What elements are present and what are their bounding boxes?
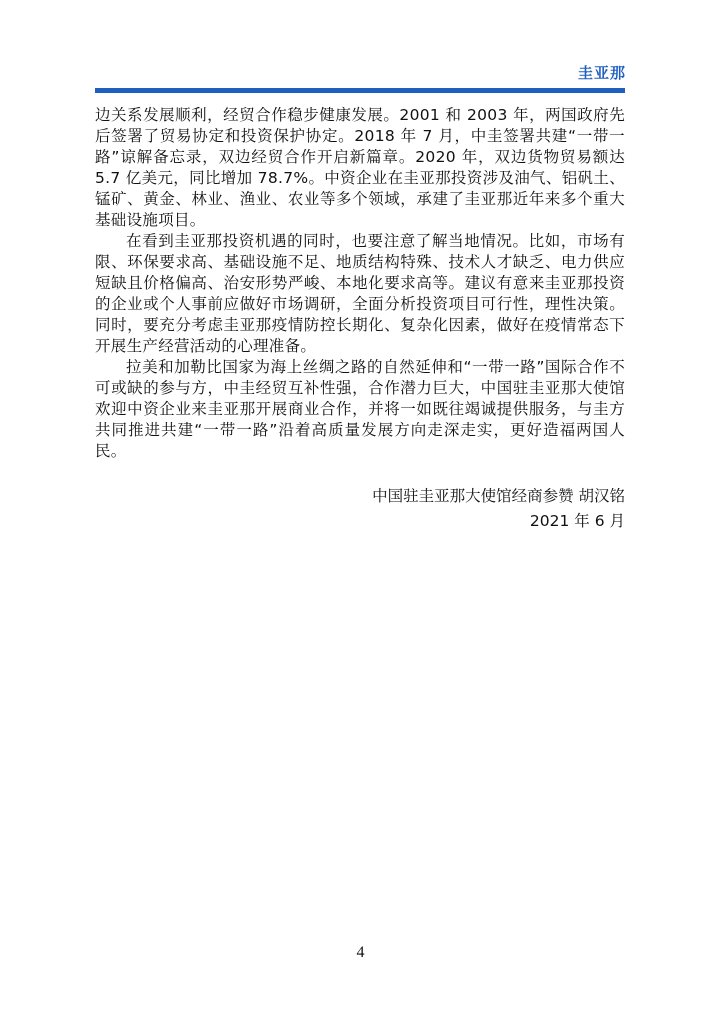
body-paragraph-2: 在看到圭亚那投资机遇的同时，也要注意了解当地情况。比如，市场有限、环保要求高、基础设施不足、地质结构特殊、技术人才缺乏、电力供应短缺且价格偏高、治安形势严峻、本地化要求高等。建议有意来圭亚那投资的企业或个人事前应做好市场调研，全面分析投资项目可行性，理性决策。同时，要充分考虑圭亚那疫情防控长期化、复杂化因素，做好在疫情常态下开展生产经营活动的心理准备。 xyxy=(95,232,625,355)
signature-date: 2021 年 6 月 xyxy=(529,512,625,530)
body-paragraph-1: 边关系发展顺利，经贸合作稳步健康发展。2001 和 2003 年，两国政府先后签署了贸易协定和投资保护协定。2018 年 7 月，中圭签署共建“一带一路”谅解备忘录，双边经贸合作开启新篇章。2020 年，双边货物贸易额达 5.7 亿美元，同比增加 78.7%。中资企业在圭亚那投资涉及油气、铝矾土、锰矿、黄金、林业、渔业、农业等多个领域，承建了圭亚那近年来多个重大基础设施项目。 xyxy=(95,106,625,229)
page-content xyxy=(95,105,625,534)
running-header-title: 圭亚那 xyxy=(577,64,626,82)
body-paragraph-3: 拉美和加勒比国家为海上丝绸之路的自然延伸和“一带一路”国际合作不可或缺的参与方，中圭经贸互补性强，合作潜力巨大，中国驻圭亚那大使馆欢迎中资企业来圭亚那开展商业合作，并将一如既往竭诚提供服务，与圭方共同推进共建“一带一路”沿着高质量发展方向走深走实，更好造福两国人民。 xyxy=(95,358,625,460)
page-number: 4 xyxy=(356,944,365,961)
header-rule xyxy=(95,88,625,93)
signature-block xyxy=(95,484,625,534)
signature-author: 中国驻圭亚那大使馆经商参赞 胡汉铭 xyxy=(372,487,625,505)
